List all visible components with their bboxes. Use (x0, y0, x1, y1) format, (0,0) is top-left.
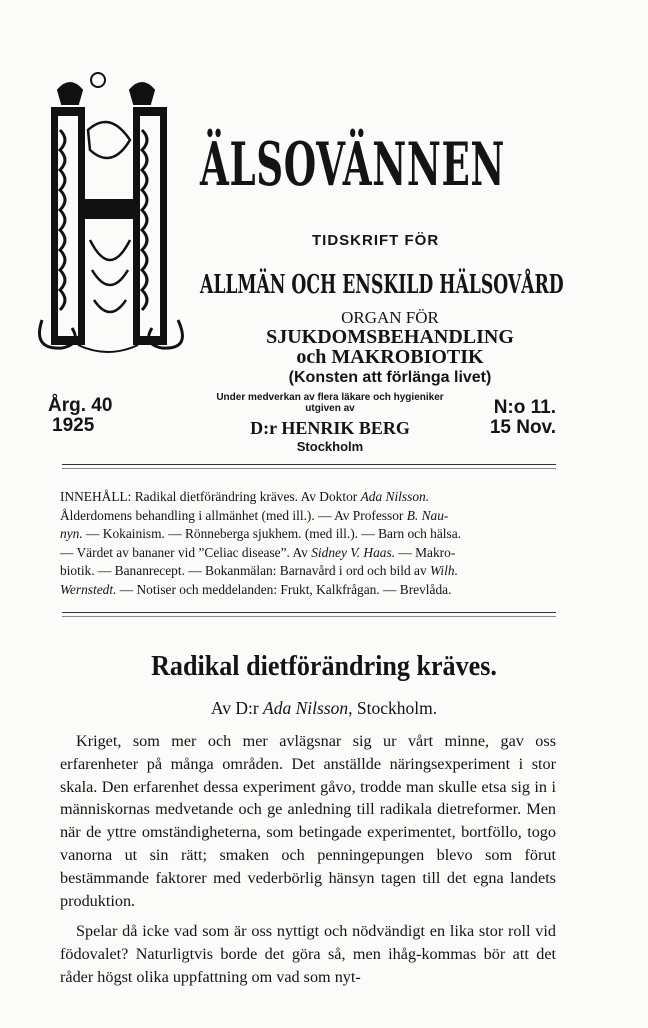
contents-author: B. Nau- (406, 507, 449, 523)
organ-line-3: (Konsten att förlänga livet) (288, 369, 492, 386)
volume-label: Årg. 40 (48, 395, 113, 416)
ornamental-initial-h-icon (38, 70, 198, 360)
article-paragraph: Spelar då icke vad som är oss nyttigt och nödvändigt en lika stor roll vid födovalet? Naturligtvis borde det göra så, men ihåg-kommas bör att det råder högst olika uppfattning om vad som nyt- (60, 922, 556, 986)
tidskrift-label: TIDSKRIFT FÖR (312, 232, 440, 249)
medverkan-line-2: utgiven av (305, 403, 355, 414)
contents-author: Sidney V. Haas. (311, 544, 396, 560)
year-label: 1925 (52, 415, 95, 436)
contents-text: Ålderdomens behandling i allmänhet (med ill.). — Av Professor (60, 507, 407, 523)
contents-line (60, 488, 554, 507)
divider-rule (62, 464, 556, 465)
byline-author: Ada Nilsson, (263, 698, 353, 718)
divider-rule (62, 616, 556, 617)
byline-prefix: Av D:r (210, 698, 264, 718)
editor-city: Stockholm (296, 439, 364, 454)
article-byline (0, 698, 648, 719)
contents-text: — Värdet av bananer vid ”Celiac disease”. Av (60, 544, 312, 560)
contents-line (60, 544, 554, 563)
volume-block (48, 396, 112, 436)
contents-line (60, 507, 554, 526)
article-headline: Radikal dietförändring kräves. (151, 650, 497, 682)
contents-author: Ada Nilsson. (360, 489, 430, 504)
contents-text: INNEHÅLL: Radikal dietförändring kräves. Av Doktor (60, 489, 361, 504)
medverkan-line-1: Under medverkan av flera läkare och hygieniker (216, 392, 444, 403)
contents-text: biotik. — Bananrecept. — Bokanmälan: Barnavård i ord och bild av (60, 563, 431, 579)
editor-name: D:r HENRIK BERG (250, 418, 410, 438)
contents-line (60, 562, 554, 581)
divider-rule (62, 612, 556, 613)
organ-line-1: SJUKDOMSBEHANDLING (266, 326, 514, 348)
masthead (0, 0, 648, 470)
organ-line-2: och MAKROBIOTIK (296, 346, 484, 368)
contents-text: — Notiser och meddelanden: Frukt, Kalkfrågan. — Brevlåda. (116, 581, 452, 597)
article-paragraph: Kriget, som mer och mer avlägsnar sig ur vårt minne, gav oss erfarenheter på många områden. Det anställde näringsexperiment i stor skala. Den erfarenhet dessa experiment gåvo, trodde man skulle etsa sig in i människornas medvetande och ge anledning till radikala dietreformer. Men när de yttre omständigheterna, som betingade experimentet, bortföllo, togo vanorna ut sin rätt; smaken och penningepungen blevo som förut bestämmande faktorer med vederbörlig hänsyn tagen till det egna landets produktion. (60, 732, 556, 910)
contents-author: Wernstedt. (60, 581, 117, 597)
masthead-subtitle: ALLMÄN OCH ENSKILD HÄLSOVÅRD (200, 270, 564, 300)
masthead-title (200, 130, 505, 200)
contents-author: Wilh. (430, 563, 458, 579)
divider-rule (62, 468, 556, 469)
contents-line (60, 525, 554, 544)
medverkan-note (180, 392, 480, 414)
issue-block (490, 398, 556, 438)
issue-date: 15 Nov. (489, 417, 556, 438)
byline-city: Stockholm. (352, 698, 438, 718)
contents-author: nyn. (60, 526, 83, 542)
table-of-contents (60, 488, 554, 600)
article-body (60, 730, 556, 997)
organ-for-label: ORGAN FÖR (341, 308, 439, 327)
contents-line (60, 581, 554, 600)
contents-text: — Kokainism. — Rönneberga sjukhem. (med ill.). — Barn och hälsa. (82, 526, 462, 542)
issue-number: N:o 11. (493, 397, 556, 418)
contents-text: — Makro- (395, 544, 456, 560)
masthead-title-rest: ÄLSOVÄNNEN (200, 130, 506, 200)
